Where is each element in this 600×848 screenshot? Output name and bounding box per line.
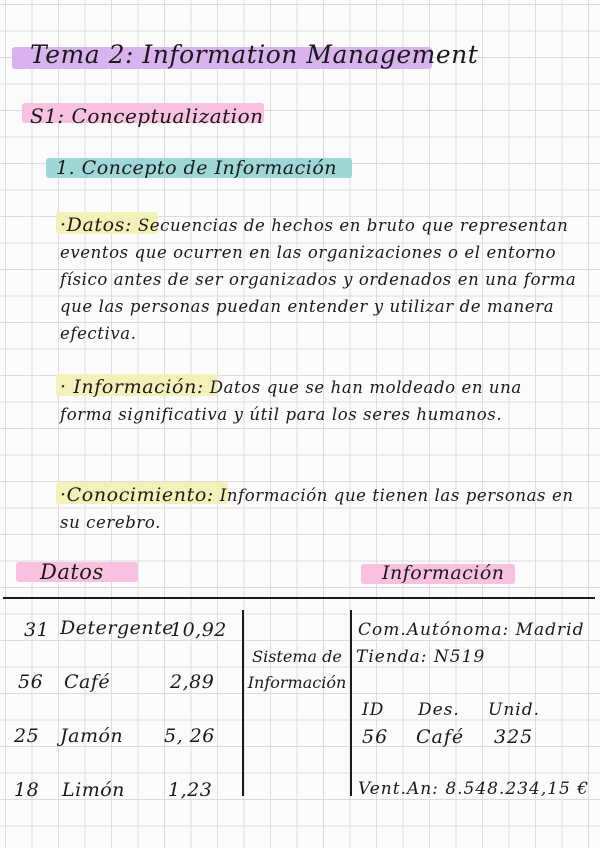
diagram-right-divider	[350, 610, 352, 796]
definition-text: Información que tienen las personas en su cerebro.	[60, 486, 574, 532]
definition-informacion	[60, 374, 580, 428]
informacion-label: Información	[382, 562, 505, 584]
data-product: Limón	[62, 779, 125, 801]
diagram-left-divider	[242, 610, 244, 796]
data-id: 18	[14, 779, 40, 801]
data-id: 56	[18, 671, 44, 693]
data-id: 25	[14, 725, 40, 747]
page-title: Tema 2: Information Management	[30, 40, 479, 69]
definition-term: · Información:	[60, 376, 204, 398]
definition-term: ·Datos:	[60, 214, 133, 236]
info-store: Tienda: N519	[356, 647, 486, 667]
data-price: 5, 26	[164, 725, 215, 747]
data-product: Café	[64, 671, 111, 693]
definition-term: ·Conocimiento:	[60, 484, 214, 506]
definition-datos	[60, 212, 580, 347]
info-header-id: ID	[362, 700, 385, 720]
info-header-desc: Des.	[418, 700, 460, 720]
diagram-top-rule	[3, 597, 595, 599]
data-product: Detergente	[60, 617, 174, 639]
definition-text: Secuencias de hechos en bruto que representan eventos que ocurren en las organizaciones o el entorno físico antes de ser organizados y ordenados en una forma que las personas puedan entender y utilizar de manera efectiva.	[60, 216, 577, 343]
section-heading: S1: Conceptualization	[30, 104, 264, 128]
definition-conocimiento	[60, 482, 580, 536]
info-row-id: 56	[362, 726, 389, 748]
definition-text: Datos que se han moldeado en una forma significativa y útil para los seres humanos.	[60, 378, 522, 424]
subsection-heading: 1. Concepto de Información	[56, 157, 338, 179]
data-price: 10,92	[170, 619, 227, 641]
system-label: Sistema de Información	[247, 647, 347, 692]
info-sales	[358, 778, 594, 800]
data-product: Jamón	[60, 725, 124, 747]
data-price: 1,23	[168, 779, 213, 801]
info-row-desc: Café	[416, 726, 465, 748]
info-header-units: Unid.	[488, 700, 540, 720]
info-row-units: 325	[494, 726, 534, 748]
info-region: Com.Autónoma: Madrid	[358, 620, 585, 640]
info-sales-text: Vent.An: 8.548.234,15 €	[358, 779, 590, 799]
data-price: 2,89	[170, 671, 215, 693]
datos-label: Datos	[40, 560, 104, 584]
data-id: 31	[24, 619, 50, 641]
